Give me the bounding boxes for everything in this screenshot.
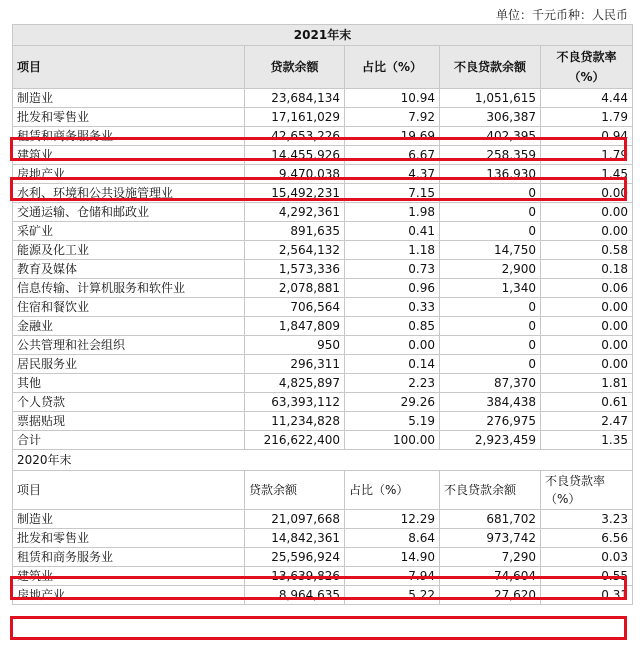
cell-value: 14,750 xyxy=(440,241,541,260)
cell-value: 0.00 xyxy=(541,298,633,317)
cell-value: 1.98 xyxy=(345,203,440,222)
column-header: 不良贷款率（%） xyxy=(541,46,633,89)
cell-value: 3.23 xyxy=(541,510,633,529)
table-row xyxy=(13,412,633,431)
column-header: 占比（%） xyxy=(345,471,440,510)
row-label: 交通运输、仓储和邮政业 xyxy=(13,203,245,222)
cell-value: 11,234,828 xyxy=(245,412,345,431)
cell-value: 0.00 xyxy=(541,203,633,222)
cell-value: 29.26 xyxy=(345,393,440,412)
row-label: 水利、环境和公共设施管理业 xyxy=(13,184,245,203)
cell-value: 258,359 xyxy=(440,146,541,165)
cell-value: 0.00 xyxy=(541,336,633,355)
loan-industry-table xyxy=(12,24,633,605)
row-label: 批发和零售业 xyxy=(13,108,245,127)
cell-value: 2,900 xyxy=(440,260,541,279)
table-row xyxy=(13,529,633,548)
cell-value: 0.06 xyxy=(541,279,633,298)
cell-value: 0 xyxy=(440,298,541,317)
cell-value: 2.23 xyxy=(345,374,440,393)
cell-value: 17,161,029 xyxy=(245,108,345,127)
table-row xyxy=(13,184,633,203)
cell-value: 0.14 xyxy=(345,355,440,374)
cell-value: 0 xyxy=(440,317,541,336)
cell-value: 2,564,132 xyxy=(245,241,345,260)
cell-value: 1.79 xyxy=(541,108,633,127)
cell-value: 0.18 xyxy=(541,260,633,279)
table-row xyxy=(13,355,633,374)
row-label: 票据贴现 xyxy=(13,412,245,431)
cell-value: 706,564 xyxy=(245,298,345,317)
cell-value: 1.35 xyxy=(541,431,633,450)
cell-value: 0.00 xyxy=(541,317,633,336)
cell-value: 296,311 xyxy=(245,355,345,374)
table-row xyxy=(13,146,633,165)
row-label: 信息传输、计算机服务和软件业 xyxy=(13,279,245,298)
column-header: 不良贷款率（%） xyxy=(541,471,633,510)
cell-value: 0.03 xyxy=(541,548,633,567)
cell-value: 15,492,231 xyxy=(245,184,345,203)
cell-value: 6.67 xyxy=(345,146,440,165)
row-label: 制造业 xyxy=(13,89,245,108)
period-row-2021 xyxy=(13,25,633,46)
cell-value: 973,742 xyxy=(440,529,541,548)
cell-value: 12.29 xyxy=(345,510,440,529)
cell-value: 1.79 xyxy=(541,146,633,165)
cell-value: 1,573,336 xyxy=(245,260,345,279)
cell-value: 8,964,635 xyxy=(245,586,345,605)
cell-value: 4.44 xyxy=(541,89,633,108)
cell-value: 136,930 xyxy=(440,165,541,184)
column-header: 不良贷款余额 xyxy=(440,46,541,89)
cell-value: 1,340 xyxy=(440,279,541,298)
header-row-2020 xyxy=(13,471,633,510)
column-header: 项目 xyxy=(13,471,245,510)
column-header: 占比（%） xyxy=(345,46,440,89)
cell-value: 0.58 xyxy=(541,241,633,260)
column-header: 不良贷款余额 xyxy=(440,471,541,510)
cell-value: 10.94 xyxy=(345,89,440,108)
table-row xyxy=(13,510,633,529)
cell-value: 21,097,668 xyxy=(245,510,345,529)
cell-value: 2.47 xyxy=(541,412,633,431)
cell-value: 9,470,038 xyxy=(245,165,345,184)
cell-value: 0 xyxy=(440,222,541,241)
cell-value: 13,639,826 xyxy=(245,567,345,586)
cell-value: 0.55 xyxy=(541,567,633,586)
cell-value: 7,290 xyxy=(440,548,541,567)
table-row xyxy=(13,241,633,260)
cell-value: 14.90 xyxy=(345,548,440,567)
cell-value: 14,842,361 xyxy=(245,529,345,548)
column-header: 贷款余额 xyxy=(245,46,345,89)
cell-value: 4,825,897 xyxy=(245,374,345,393)
cell-value: 2,078,881 xyxy=(245,279,345,298)
cell-value: 681,702 xyxy=(440,510,541,529)
table-row xyxy=(13,260,633,279)
cell-value: 100.00 xyxy=(345,431,440,450)
cell-value: 0.00 xyxy=(345,336,440,355)
cell-value: 27,620 xyxy=(440,586,541,605)
table-row xyxy=(13,222,633,241)
cell-value: 23,684,134 xyxy=(245,89,345,108)
row-label: 个人贷款 xyxy=(13,393,245,412)
column-header: 项目 xyxy=(13,46,245,89)
cell-value: 1.45 xyxy=(541,165,633,184)
table-row xyxy=(13,165,633,184)
period-label: 2021年末 xyxy=(13,25,633,46)
row-label: 金融业 xyxy=(13,317,245,336)
cell-value: 216,622,400 xyxy=(245,431,345,450)
cell-value: 276,975 xyxy=(440,412,541,431)
cell-value: 0.61 xyxy=(541,393,633,412)
cell-value: 0.96 xyxy=(345,279,440,298)
row-label: 合计 xyxy=(13,431,245,450)
row-label: 建筑业 xyxy=(13,567,245,586)
cell-value: 4.37 xyxy=(345,165,440,184)
cell-value: 25,596,924 xyxy=(245,548,345,567)
row-label: 房地产业 xyxy=(13,586,245,605)
row-label: 采矿业 xyxy=(13,222,245,241)
cell-value: 384,438 xyxy=(440,393,541,412)
cell-value: 19.69 xyxy=(345,127,440,146)
cell-value: 0.73 xyxy=(345,260,440,279)
row-label: 租赁和商务服务业 xyxy=(13,127,245,146)
cell-value: 0.00 xyxy=(541,355,633,374)
cell-value: 74,604 xyxy=(440,567,541,586)
table-row xyxy=(13,393,633,412)
cell-value: 1.18 xyxy=(345,241,440,260)
table-row xyxy=(13,203,633,222)
cell-value: 87,370 xyxy=(440,374,541,393)
cell-value: 0.85 xyxy=(345,317,440,336)
cell-value: 14,455,926 xyxy=(245,146,345,165)
cell-value: 402,395 xyxy=(440,127,541,146)
table-row xyxy=(13,127,633,146)
table-row xyxy=(13,298,633,317)
period-row-2020 xyxy=(13,450,633,471)
cell-value: 0 xyxy=(440,184,541,203)
cell-value: 7.94 xyxy=(345,567,440,586)
cell-value: 1.81 xyxy=(541,374,633,393)
cell-value: 7.15 xyxy=(345,184,440,203)
cell-value: 4,292,361 xyxy=(245,203,345,222)
cell-value: 0 xyxy=(440,336,541,355)
cell-value: 0.00 xyxy=(541,184,633,203)
cell-value: 891,635 xyxy=(245,222,345,241)
header-row-2021 xyxy=(13,46,633,89)
cell-value: 8.64 xyxy=(345,529,440,548)
period-label: 2020年末 xyxy=(13,450,633,471)
table-row xyxy=(13,279,633,298)
row-label: 制造业 xyxy=(13,510,245,529)
cell-value: 42,653,226 xyxy=(245,127,345,146)
cell-value: 950 xyxy=(245,336,345,355)
cell-value: 0.00 xyxy=(541,222,633,241)
cell-value: 0.33 xyxy=(345,298,440,317)
column-header: 贷款余额 xyxy=(245,471,345,510)
row-label: 租赁和商务服务业 xyxy=(13,548,245,567)
cell-value: 7.92 xyxy=(345,108,440,127)
row-label: 建筑业 xyxy=(13,146,245,165)
cell-value: 5.22 xyxy=(345,586,440,605)
row-label: 能源及化工业 xyxy=(13,241,245,260)
row-label: 其他 xyxy=(13,374,245,393)
row-label: 公共管理和社会组织 xyxy=(13,336,245,355)
cell-value: 63,393,112 xyxy=(245,393,345,412)
table-row xyxy=(13,567,633,586)
table-row xyxy=(13,374,633,393)
cell-value: 6.56 xyxy=(541,529,633,548)
highlight-2020-realestate xyxy=(10,616,627,640)
table-row xyxy=(13,89,633,108)
cell-value: 1,051,615 xyxy=(440,89,541,108)
cell-value: 5.19 xyxy=(345,412,440,431)
table-row xyxy=(13,431,633,450)
row-label: 批发和零售业 xyxy=(13,529,245,548)
cell-value: 306,387 xyxy=(440,108,541,127)
table-row xyxy=(13,336,633,355)
cell-value: 0 xyxy=(440,203,541,222)
table-row xyxy=(13,548,633,567)
table-row xyxy=(13,586,633,605)
cell-value: 0.31 xyxy=(541,586,633,605)
row-label: 住宿和餐饮业 xyxy=(13,298,245,317)
table-row xyxy=(13,317,633,336)
cell-value: 0.41 xyxy=(345,222,440,241)
row-label: 居民服务业 xyxy=(13,355,245,374)
cell-value: 2,923,459 xyxy=(440,431,541,450)
cell-value: 1,847,809 xyxy=(245,317,345,336)
unit-label: 单位：千元币种：人民币 xyxy=(495,8,628,22)
cell-value: 0 xyxy=(440,355,541,374)
row-label: 教育及媒体 xyxy=(13,260,245,279)
table-row xyxy=(13,108,633,127)
row-label: 房地产业 xyxy=(13,165,245,184)
cell-value: 0.94 xyxy=(541,127,633,146)
